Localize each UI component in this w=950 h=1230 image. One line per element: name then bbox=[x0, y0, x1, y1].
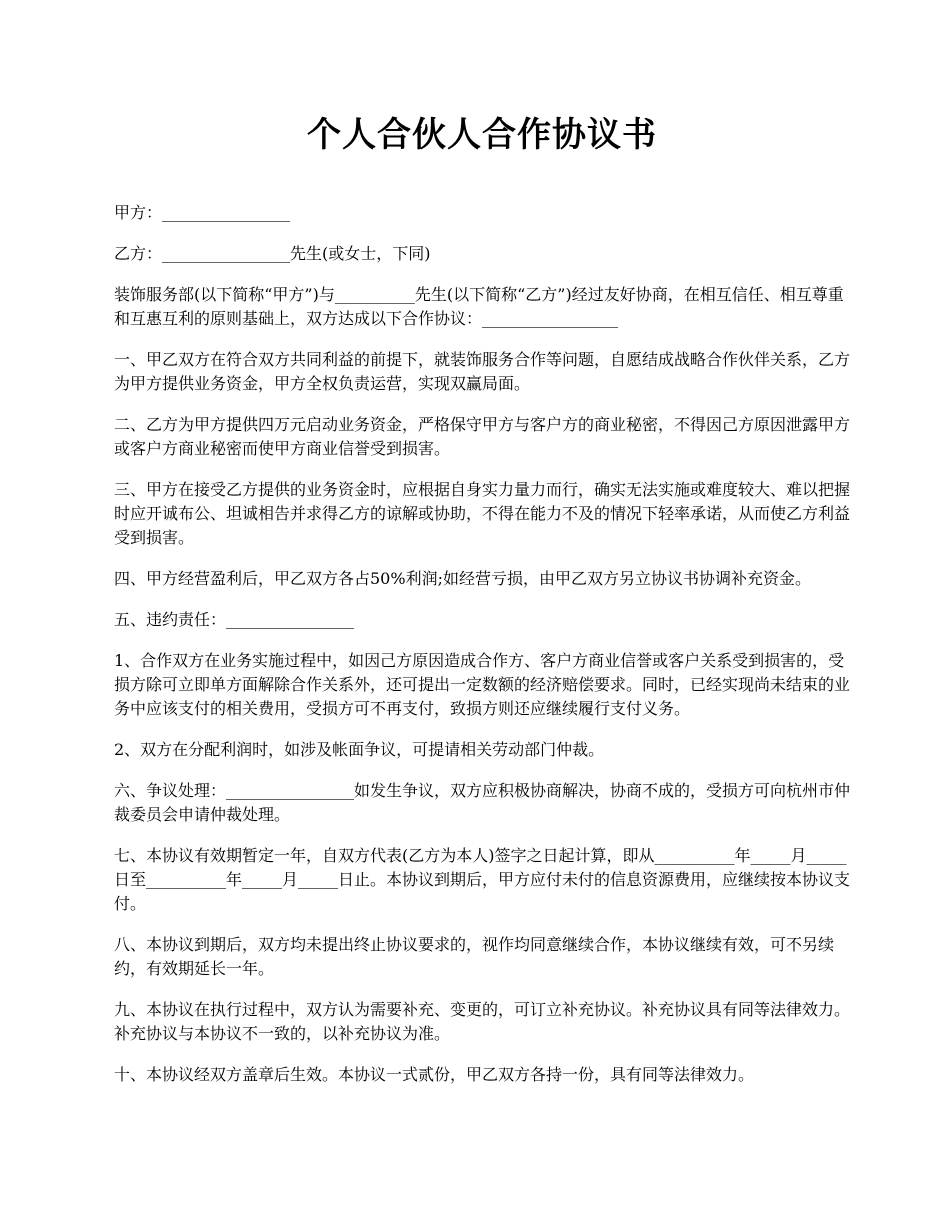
party-a-line: 甲方：________________ bbox=[114, 203, 291, 222]
clause-1: 一、甲乙双方在符合双方共同利益的前提下，就装饰服务合作等问题，自愿结成战略合作伙伴关系，乙方为甲方提供业务资金，甲方全权负责运营，实现双赢局面。 bbox=[114, 350, 851, 393]
clause-5-item-2: 2、双方在分配利润时，如涉及帐面争议，可提请相关劳动部门仲裁。 bbox=[114, 740, 605, 759]
clause-9: 九、本协议在执行过程中，双方认为需要补充、变更的，可订立补充协议。补充协议具有同等法律效力。补充协议与本协议不一致的，以补充协议为准。 bbox=[114, 1000, 851, 1043]
clause-8: 八、本协议到期后，双方均未提出终止协议要求的，视作均同意继续合作，本协议继续有效，可不另续约，有效期延长一年。 bbox=[114, 935, 835, 978]
document-title: 个人合伙人合作协议书 bbox=[307, 115, 657, 155]
party-b-line: 乙方：________________先生(或女士，下同) bbox=[114, 244, 431, 263]
preamble-paragraph: 装饰服务部(以下简称“甲方”)与__________先生(以下简称“乙方”)经过友好协商，在相互信任、相互尊重和互惠互利的原则基础上，双方达成以下合作协议：_________________ bbox=[114, 285, 844, 328]
clause-2: 二、乙方为甲方提供四万元启动业务资金，严格保守甲方与客户方的商业秘密，不得因己方原因泄露甲方或客户方商业秘密而使甲方商业信誉受到损害。 bbox=[114, 415, 851, 458]
clause-5-item-1: 1、合作双方在业务实施过程中，如因己方原因造成合作方、客户方商业信誉或客户关系受到损害的，受损方除可立即单方面解除合作关系外，还可提出一定数额的经济赔偿要求。同时，已经实现尚未结束的业务中应该支付的相关费用，受损方可不再支付，致损方则还应继续履行支付义务。 bbox=[114, 651, 851, 718]
clause-3: 三、甲方在接受乙方提供的业务资金时，应根据自身实力量力而行，确实无法实施或难度较大、难以把握时应开诚布公、坦诚相告并求得乙方的谅解或协助，不得在能力不及的情况下轻率承诺，从而使乙方利益受到损害。 bbox=[114, 480, 851, 547]
clause-6: 六、争议处理：________________如发生争议，双方应积极协商解决，协商不成的，受损方可向杭州市仲裁委员会申请仲裁处理。 bbox=[114, 781, 851, 824]
clause-7: 七、本协议有效期暂定一年，自双方代表(乙方为本人)签字之日起计算，即从__________年_____月_____日至__________年_____月_____日止。本协议到期后，甲方应付未付的信息资源费用，应继续按本协议支付。 bbox=[114, 846, 851, 913]
clause-10: 十、本协议经双方盖章后生效。本协议一式贰份，甲乙双方各持一份，具有同等法律效力。 bbox=[114, 1065, 755, 1084]
clause-4: 四、甲方经营盈利后，甲乙双方各占50%利润;如经营亏损，由甲乙双方另立协议书协调补充资金。 bbox=[114, 569, 811, 588]
clause-5-heading: 五、违约责任：________________ bbox=[114, 610, 355, 629]
